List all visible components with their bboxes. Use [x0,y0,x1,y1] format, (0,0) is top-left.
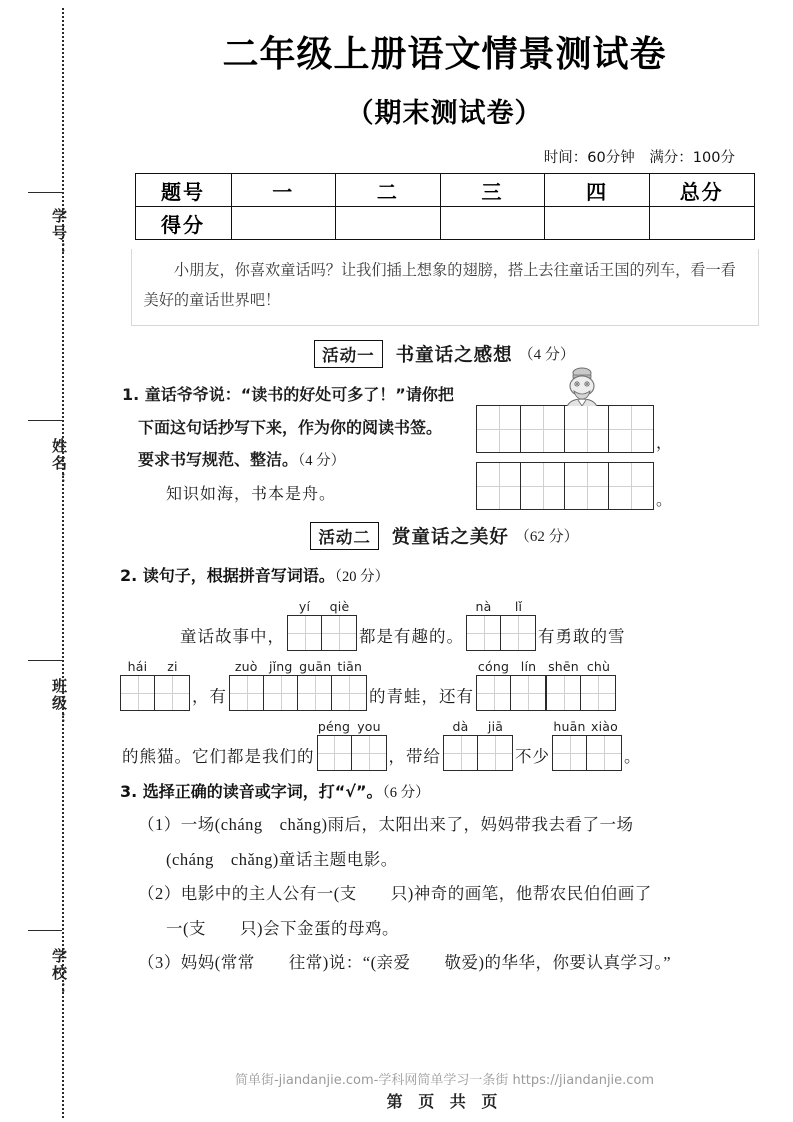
pinyin-syllable: cóng [477,659,510,675]
sentence-text: 都是有趣的。 [359,627,464,647]
tianzige-answer-box[interactable] [476,675,546,711]
answer-grid-cell[interactable] [565,406,609,452]
question-3 [120,777,769,981]
tianzige-cell[interactable] [477,676,511,710]
page-subtitle: （期末测试卷） [346,98,543,129]
question-3-prompt-text: 3. 选择正确的读音或字词，打“√”。 [120,782,383,802]
pinyin-syllable: dà [452,719,469,735]
sentence-text: 。 [624,747,642,767]
pinyin-syllable: jiā [487,719,504,735]
question-2-prompt [120,561,769,592]
student-info-margin [0,0,96,1122]
sentence-text: 的熊猫。它们都是我们的 [122,747,315,767]
pinyin-syllable: you [357,719,381,735]
tianzige-cell[interactable] [322,616,356,650]
footer-page-number: 第 页 共 页 [386,1092,503,1111]
activity-name-1: 书童话之感想 [395,344,513,366]
pinyin-answer-group [552,719,622,771]
question-1-line-3-text: 要求书写规范、整洁。 [138,450,299,470]
score-entry-cell[interactable] [545,207,650,240]
total-score-label: 满分：100分 [649,150,735,166]
pinyin-line [120,599,769,651]
pinyin-answer-group [317,719,387,771]
tianzige-cell[interactable] [288,616,322,650]
pinyin-syllable: qiè [329,599,350,615]
sentence-text: 童话故事中， [180,627,285,647]
tianzige-answer-box[interactable] [546,675,616,711]
score-table-cell: 总分 [649,174,754,207]
margin-label-school: 学校： [50,948,68,999]
score-entry-cell[interactable] [649,207,754,240]
pinyin-answer-group [443,719,513,771]
tianzige-cell[interactable] [478,736,512,770]
tianzige-answer-box[interactable] [443,735,513,771]
sentence-text: 的青蛙，还有 [369,687,474,707]
answer-grid-cell[interactable] [609,406,653,452]
tianzige-answer-box[interactable] [287,615,357,651]
pinyin-syllable: péng [317,719,351,735]
pinyin-hint [120,659,190,674]
question-2-points: （20 分） [334,568,390,585]
sentence-text: 不少 [515,747,550,767]
question-1-quote: 知识如海，书本是舟。 [166,486,337,504]
tianzige-cell[interactable] [553,736,587,770]
exam-meta [120,146,769,167]
pinyin-syllable: tiān [337,659,363,675]
margin-label-student-id: 学号： [50,208,68,259]
margin-divider-2 [28,420,62,421]
tianzige-cell[interactable] [352,736,386,770]
margin-divider-1 [28,192,62,193]
score-table [135,173,755,240]
question-1-line-2: 下面这句话抄写下来，作为你的阅读书签。 [138,417,443,437]
question-2-prompt-text: 2. 读句子，根据拼音写词语。 [120,565,335,585]
margin-divider-4 [28,930,62,931]
score-entry-cell[interactable] [336,207,441,240]
answer-grid-cell[interactable] [521,463,565,509]
score-table-cell: 三 [440,174,545,207]
question-3-item-1-line-1[interactable]: （1）一场(cháng chǎng)雨后，太阳出来了，妈妈带我去看了一场 [138,814,634,834]
margin-label-name: 姓名： [50,438,68,489]
pinyin-syllable: nà [475,599,492,615]
margin-label-class: 班级： [50,678,68,729]
question-3-item-2-line-2[interactable]: 一(支 只)会下金蛋的母鸡。 [166,918,399,938]
pinyin-syllable: xiào [591,719,618,735]
sentence-text: ，带给 [388,747,441,767]
score-table-header-cell: 得分 [135,207,231,240]
score-table-cell: 四 [545,174,650,207]
pinyin-syllable: lǐ [514,599,523,615]
pinyin-answer-group [229,659,367,711]
tianzige-cell[interactable] [467,616,501,650]
score-table-header-cell: 题号 [135,174,231,207]
question-1-answer-area [476,379,672,510]
tianzige-cell[interactable] [587,736,621,770]
tianzige-cell[interactable] [264,676,298,710]
pinyin-answer-group [476,659,546,711]
answer-grid-cell[interactable] [521,406,565,452]
tianzige-answer-box[interactable] [120,675,190,711]
tianzige-answer-box[interactable] [466,615,536,651]
score-table-cell: 二 [336,174,441,207]
question-1-text [120,379,470,504]
activity-header-1 [120,340,769,368]
question-1-line-3 [122,444,470,477]
tianzige-cell[interactable] [121,676,155,710]
tianzige-cell[interactable] [501,616,535,650]
question-3-prompt [120,777,769,808]
question-3-item-1-line-2[interactable]: (cháng chǎng)童话主题电影。 [166,849,398,869]
tianzige-cell[interactable] [511,676,545,710]
pinyin-hint [443,719,513,734]
tianzige-cell[interactable] [332,676,366,710]
answer-grid-cell[interactable] [477,406,521,452]
pinyin-hint [476,659,546,674]
activity-name-2: 赏童话之美好 [391,526,509,548]
pinyin-hint [317,719,387,734]
intro-paragraph: 小朋友，你喜欢童话吗？让我们插上想象的翅膀，搭上去往童话王国的列车，看一看美好的童话世界吧！ [131,249,759,326]
tianzige-answer-box[interactable] [317,735,387,771]
table-row-question-numbers [135,174,754,207]
pinyin-hint [546,659,616,674]
pinyin-syllable: shēn [548,659,579,675]
pinyin-answer-group [546,659,616,711]
pinyin-line [120,719,769,771]
pinyin-syllable: jǐng [268,659,293,675]
pinyin-syllable: chù [586,659,611,675]
tianzige-cell[interactable] [547,676,581,710]
score-entry-cell[interactable] [231,207,336,240]
pinyin-syllable: zuò [234,659,258,675]
tianzige-cell[interactable] [318,736,352,770]
pinyin-hint [552,719,622,734]
activity-tag-2: 活动二 [310,522,379,550]
question-2 [120,561,769,772]
answer-grid-row-2[interactable] [476,462,654,510]
tianzige-cell[interactable] [444,736,478,770]
pinyin-answer-group [466,599,536,651]
sentence-text: 有勇敢的雪 [538,627,626,647]
score-table-cell: 一 [231,174,336,207]
pinyin-syllable: lín [520,659,537,675]
margin-divider-3 [28,660,62,661]
pinyin-answer-group [287,599,357,651]
question-1-points: （4 分） [298,453,346,470]
answer-grid-row-1[interactable] [476,405,654,453]
exam-sheet [96,0,793,1122]
table-row-scores [135,207,754,240]
activity-points-2: （62 分） [514,529,579,546]
pinyin-syllable: huān [553,719,586,735]
activity-tag-1: 活动一 [314,340,383,368]
tianzige-answer-box[interactable] [229,675,367,711]
answer-grid-row-2-punctuation: 。 [656,491,673,509]
tianzige-cell[interactable] [298,676,332,710]
footer-watermark: 简单街-jiandanjie.com-学科网简单学习一条街 https://jiandanjie.com [234,1073,655,1088]
tianzige-answer-box[interactable] [552,735,622,771]
pinyin-line [120,659,769,711]
activity-points-1: （4 分） [518,347,575,364]
pinyin-syllable: guān [299,659,332,675]
page-title: 二年级上册语文情景测试卷 [222,34,667,75]
score-entry-cell[interactable] [440,207,545,240]
pinyin-hint [287,599,357,614]
pinyin-hint [466,599,536,614]
question-3-points: （6 分） [382,785,430,802]
tianzige-cell[interactable] [155,676,189,710]
question-1 [120,379,769,510]
activity-header-2 [120,522,769,550]
answer-grid-row-1-punctuation: ， [656,434,673,452]
question-2-answer-lines [120,599,769,771]
pinyin-answer-group [120,659,190,711]
tianzige-cell[interactable] [581,676,615,710]
pinyin-syllable: yí [298,599,311,615]
question-3-item-2-line-1[interactable]: （2）电影中的主人公有一(支 只)神奇的画笔，他帮农民伯伯画了 [138,884,652,904]
time-limit-label: 时间：60分钟 [543,150,635,166]
pinyin-hint [229,659,367,674]
answer-grid-cell[interactable] [565,463,609,509]
question-3-item-3-line-1[interactable]: （3）妈妈(常常 往常)说：“(亲爱 敬爱)的华华，你要认真学习。” [138,953,672,973]
answer-grid-cell[interactable] [477,463,521,509]
question-1-line-1: 1. 童话爷爷说：“读书的好处可多了！”请你把 [122,384,454,404]
pinyin-syllable: hái [127,659,148,675]
answer-grid-cell[interactable] [609,463,653,509]
pinyin-syllable: zi [167,659,178,675]
tianzige-cell[interactable] [230,676,264,710]
sentence-text: ，有 [192,687,227,707]
